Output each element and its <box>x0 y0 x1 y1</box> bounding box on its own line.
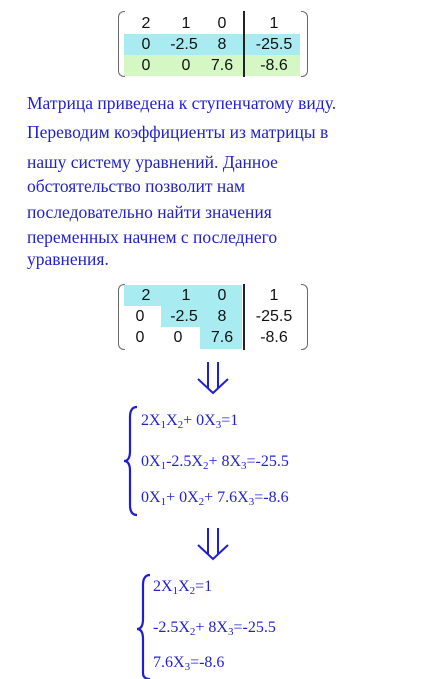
matrix-cell: 0 <box>173 329 183 346</box>
matrix-cell: 1 <box>269 287 279 304</box>
explanation-line: переменных начнем с последнего <box>27 227 278 247</box>
augmented-matrix-top <box>118 11 308 77</box>
equation-line: $0X_1+ 0X_2+ 7.6X_3=-8.6$ <box>141 489 289 508</box>
matrix-cell: 0 <box>181 57 191 74</box>
matrix-cell: 0 <box>135 329 145 346</box>
left-curly-brace-icon <box>123 405 139 517</box>
matrix-cell: 0 <box>217 15 227 32</box>
matrix-cell: 0 <box>135 308 145 325</box>
matrix-cell: 1 <box>181 15 191 32</box>
explanation-line: обстоятельство позволит нам <box>27 176 246 196</box>
augmented-matrix-middle <box>118 284 308 350</box>
matrix-cell: -25.5 <box>255 308 293 325</box>
matrix-cell: 8 <box>217 36 227 53</box>
matrix-cell: 0 <box>217 287 227 304</box>
matrix-row <box>118 55 308 76</box>
matrix-row <box>118 327 308 348</box>
matrix-row <box>118 13 308 34</box>
matrix-cell: 0 <box>141 57 151 74</box>
explanation-line: последовательно найти значения <box>27 202 272 222</box>
matrix-cell: 2 <box>141 287 151 304</box>
left-curly-brace-icon <box>136 573 152 679</box>
double-down-arrow-icon <box>196 527 232 561</box>
matrix-cell: -25.5 <box>255 36 293 53</box>
equation-line: $0X_1-2.5X_2+ 8X_3=-25.5$ <box>141 453 289 472</box>
matrix-row <box>118 34 308 55</box>
matrix-cell: 7.6 <box>210 329 234 346</box>
matrix-cell: 8 <box>217 308 227 325</box>
explanation-line: Матрица приведена к ступенчатому виду. <box>27 93 337 113</box>
matrix-cell: -2.5 <box>170 36 198 53</box>
explanation-line: Переводим коэффициенты из матрицы в <box>27 122 329 142</box>
explanation-line: уравнения. <box>27 249 109 269</box>
matrix-cell: 2 <box>141 15 151 32</box>
explanation-line: нашу систему уравнений. Данное <box>27 152 278 172</box>
matrix-cell: 0 <box>141 36 151 53</box>
matrix-cell: 7.6 <box>210 57 234 74</box>
matrix-cell: -8.6 <box>260 329 288 346</box>
matrix-cell: -2.5 <box>170 308 198 325</box>
equation-line: $-2.5X_2+ 8X_3=-25.5$ <box>153 619 276 638</box>
matrix-row <box>118 285 308 306</box>
matrix-cell: 1 <box>269 15 279 32</box>
equation-line: $2X_1X_2=1$ <box>153 578 213 597</box>
matrix-cell: 1 <box>181 287 191 304</box>
matrix-cell: -8.6 <box>260 57 288 74</box>
double-down-arrow-icon <box>196 361 232 395</box>
matrix-row <box>118 306 308 327</box>
equation-line: $7.6X_3=-8.6$ <box>153 654 225 673</box>
equation-line: $2X_1X_2+ 0X_3=1$ <box>141 412 239 431</box>
